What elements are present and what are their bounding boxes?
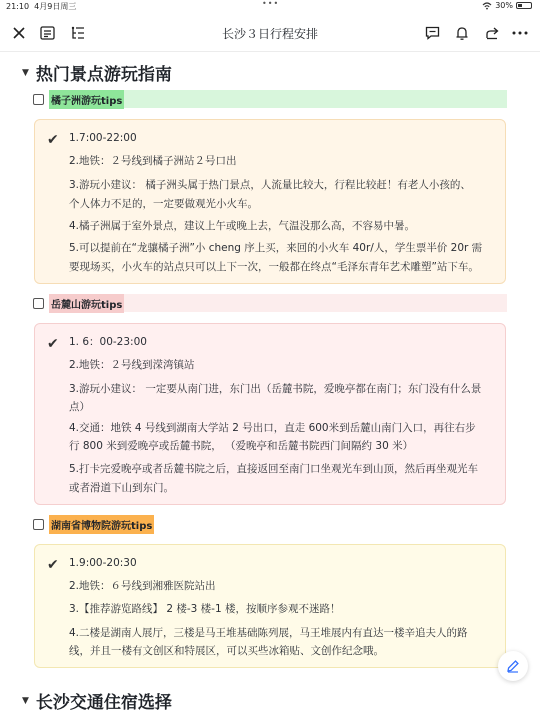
wifi-icon: [482, 2, 492, 10]
status-right: [482, 1, 532, 10]
callout-line: 3.【推荐游览路线】 2 楼-3 楼-1 楼，按顺序参观不迷路！: [69, 603, 341, 615]
callout-line: 4.橘子洲属于室外景点，建议上午或晚上去，气温没那么高，不容易中暑。: [69, 220, 416, 232]
section-heading-text: 热门景点游玩指南: [35, 65, 172, 85]
callout-line: 2.地铁：６号线到湘雅医院站出: [69, 580, 216, 592]
callout-line: 1. 6：00-23:00: [69, 336, 147, 348]
document-title: 长沙３日行程安排: [221, 27, 318, 41]
status-bar: [0, 0, 540, 12]
callout-line: 个人体力不足的，一定要做观光小火车。: [69, 198, 258, 210]
callout-museum-tips: [34, 544, 506, 668]
pencil-icon: [506, 659, 520, 673]
section-heading-text: 长沙交通住宿选择: [35, 693, 172, 713]
task-item-yuelushan: [33, 294, 507, 312]
callout-line: 3.游玩小建议： 橘子洲头属于热门景点，人流量比较大，行程比较赶！有老人小孩的、: [69, 179, 471, 191]
callout-line: 或者滑道下山到东门。: [69, 482, 174, 494]
callout-line: 4.交通：地铁 4 号线到湖南大学站 2 号出口，直走 600米到岳麓山南门入口，再往右步: [69, 422, 476, 434]
task-checkbox[interactable]: [33, 94, 44, 105]
multitask-dots[interactable]: •••: [262, 0, 280, 8]
callout-yuelushan-tips: [34, 323, 506, 505]
callout-line: 4.二楼是湖南人展厅，三楼是马王堆基础陈列展，马王堆展内有直达一楼辛追夫人的路: [69, 627, 468, 639]
callout-line: 1.7:00-22:00: [69, 132, 137, 144]
status-time: 21:10 4月9日周三: [6, 2, 77, 11]
task-checkbox[interactable]: [33, 519, 44, 530]
bell-icon[interactable]: [451, 22, 473, 44]
battery-percent: 30%: [495, 1, 513, 10]
comment-icon[interactable]: [421, 22, 443, 44]
collapse-caret-icon[interactable]: ▼: [22, 67, 29, 78]
highlight-band: [124, 90, 507, 108]
task-checkbox[interactable]: [33, 298, 44, 309]
highlight-band: [124, 294, 507, 312]
task-label-yuelushan: 岳麓山游玩tips: [49, 294, 124, 313]
checkmark-icon: ✔: [47, 557, 59, 573]
collapse-caret-icon[interactable]: ▼: [22, 695, 29, 706]
task-item-museum: [33, 515, 507, 533]
callout-line: 3.游玩小建议： 一定要从南门进，东门出（岳麓书院，爱晚亭都在南门；东门没有什么景: [69, 383, 482, 395]
callout-line: 5.打卡完爱晚亭或者岳麓书院之后，直接返回至南门口坐观光车到山顶，然后再坐观光车: [69, 463, 479, 475]
edit-button[interactable]: [498, 651, 528, 681]
document-toolbar: [0, 14, 540, 52]
task-label-museum: 湖南省博物院游玩tips: [49, 515, 154, 534]
more-icon[interactable]: [509, 22, 531, 44]
task-label-juzizhou: 橘子洲游玩tips: [49, 90, 124, 109]
callout-line: 5.可以提前在“龙骧橘子洲”小 cheng 序上买，来回的小火车 40r/人，学生票半价 20r 需: [69, 242, 483, 254]
callout-line: 点）: [69, 401, 90, 413]
callout-line: 2.地铁：２号线到溁湾镇站: [69, 359, 195, 371]
callout-line: 行 800 米到爱晚亭或岳麓书院， （爱晚亭和岳麓书院西门间隔约 30 米）: [69, 440, 414, 452]
section-heading-attractions[interactable]: [22, 60, 172, 85]
callout-juzizhou-tips: [34, 119, 506, 284]
callout-line: 2.地铁：２号线到橘子洲站２号口出: [69, 155, 237, 167]
checkmark-icon: ✔: [47, 132, 59, 148]
callout-line: 线，并且一楼有文创区和特展区，可以买些冰箱贴、文创作纪念哦。: [69, 645, 384, 657]
section-heading-transport[interactable]: [22, 688, 172, 713]
callout-line: 1.9:00-20:30: [69, 557, 137, 569]
callout-line: 要现场买，小火车的站点只可以上下一次，一般都在终点“毛泽东青年艺术雕塑”站下车。: [69, 261, 479, 273]
battery-icon: [516, 2, 532, 9]
checkmark-icon: ✔: [47, 336, 59, 352]
task-item-juzizhou: [33, 90, 507, 108]
share-icon[interactable]: [481, 22, 503, 44]
